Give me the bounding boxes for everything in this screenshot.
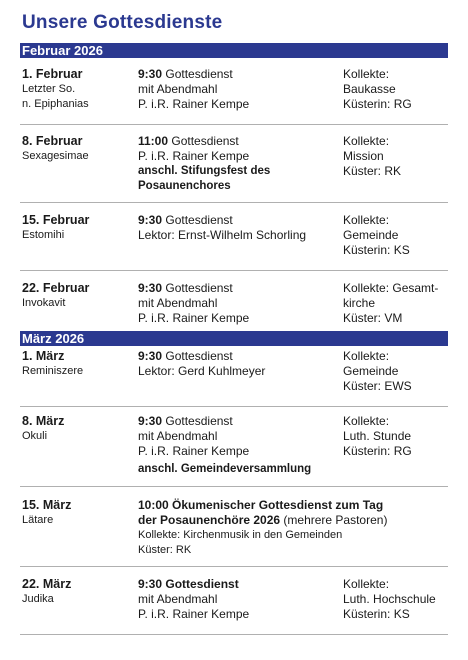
divider xyxy=(20,566,448,567)
divider xyxy=(20,486,448,487)
service-time: 9:30 xyxy=(138,577,163,591)
collection-column xyxy=(343,213,448,258)
service-line: P. i.R. Rainer Kempe xyxy=(138,149,250,163)
sexton: Küster: RK xyxy=(343,164,402,178)
collection-column xyxy=(343,67,448,112)
sexton: Küsterin: KS xyxy=(343,607,410,621)
collection-label: Kollekte: xyxy=(343,134,390,148)
service-date: 15. Februar xyxy=(22,213,90,227)
date-column xyxy=(22,349,132,379)
service-date: 22. März xyxy=(22,577,72,591)
service-time: 9:30 xyxy=(138,213,163,227)
collection-column xyxy=(343,414,448,459)
service-type: Gottesdienst xyxy=(165,577,239,591)
date-column xyxy=(22,498,132,528)
page-title: Unsere Gottesdienste xyxy=(22,12,223,33)
occasion-line: Lätare xyxy=(22,514,54,526)
service-time: 9:30 xyxy=(138,414,163,428)
collection-value: Baukasse xyxy=(343,82,396,96)
sexton: Küsterin: RG xyxy=(343,97,412,111)
service-time: 9:30 xyxy=(138,349,163,363)
service-column-wide xyxy=(138,498,438,558)
collection-label: Kollekte: xyxy=(343,67,390,81)
service-type: Gottesdienst xyxy=(165,349,233,363)
sexton: Küster: VM xyxy=(343,311,403,325)
service-column xyxy=(138,281,338,326)
collection-column xyxy=(343,349,448,394)
service-column xyxy=(138,67,338,112)
service-type: Gottesdienst xyxy=(171,134,239,148)
collection-label: Kollekte: xyxy=(343,349,390,363)
occasion-line: Letzter So. xyxy=(22,83,76,95)
service-type: Gottesdienst xyxy=(165,414,233,428)
sexton: Küster: EWS xyxy=(343,379,412,393)
service-date: 1. Februar xyxy=(22,67,83,81)
service-column xyxy=(138,213,338,243)
month-header-february: Februar 2026 xyxy=(20,43,448,58)
service-column xyxy=(138,349,338,379)
collection-value: Luth. Stunde xyxy=(343,429,412,443)
service-line: mit Abendmahl xyxy=(138,82,218,96)
divider xyxy=(20,202,448,203)
collection-label: Kollekte: Gesamt- xyxy=(343,281,439,295)
date-column xyxy=(22,134,132,164)
collection-column xyxy=(343,134,448,179)
occasion-line: Reminiszere xyxy=(22,365,84,377)
service-line: P. i.R. Rainer Kempe xyxy=(138,97,250,111)
service-line: Lektor: Gerd Kuhlmeyer xyxy=(138,364,266,378)
divider xyxy=(20,634,448,635)
occasion-line: Judika xyxy=(22,593,54,605)
collection-column xyxy=(343,281,448,326)
service-date: 22. Februar xyxy=(22,281,90,295)
service-type: Gottesdienst xyxy=(165,213,233,227)
collection-value: Mission xyxy=(343,149,384,163)
service-date: 1. März xyxy=(22,349,65,363)
service-column xyxy=(138,134,338,194)
service-column xyxy=(138,577,338,622)
service-date: 8. Februar xyxy=(22,134,83,148)
service-time: 11:00 xyxy=(138,134,169,148)
service-headline: 10:00 Ökumenischer Gottesdienst zum Tag xyxy=(138,498,384,512)
occasion-line: Estomihi xyxy=(22,229,65,241)
date-column xyxy=(22,281,132,311)
service-line: P. i.R. Rainer Kempe xyxy=(138,444,250,458)
date-column xyxy=(22,67,132,112)
service-time: 9:30 xyxy=(138,67,163,81)
service-date: 15. März xyxy=(22,498,72,512)
service-line: P. i.R. Rainer Kempe xyxy=(138,607,250,621)
service-column xyxy=(138,414,338,477)
divider xyxy=(20,124,448,125)
service-line: mit Abendmahl xyxy=(138,296,218,310)
divider xyxy=(20,406,448,407)
date-column xyxy=(22,213,132,243)
service-line: mit Abendmahl xyxy=(138,429,218,443)
date-column xyxy=(22,414,132,444)
collection-label: Kollekte: xyxy=(343,213,390,227)
collection-value: Gemeinde xyxy=(343,364,399,378)
service-time: 9:30 xyxy=(138,281,163,295)
collection-value: Luth. Hochschule xyxy=(343,592,436,606)
sexton: Küster: RK xyxy=(138,544,192,556)
service-headline-rest: (mehrere Pastoren) xyxy=(280,513,388,527)
service-type: Gottesdienst xyxy=(165,281,233,295)
collection-label: Kollekte: xyxy=(343,577,390,591)
service-date: 8. März xyxy=(22,414,65,428)
collection-value: Gemeinde xyxy=(343,228,399,242)
collection-label: Kollekte: xyxy=(343,414,390,428)
service-note: Posaunenchores xyxy=(138,180,231,192)
divider xyxy=(20,270,448,271)
service-note: anschl. Gemeindeversammlung xyxy=(138,463,312,475)
service-type: Gottesdienst xyxy=(165,67,233,81)
service-note: anschl. Stifungsfest des xyxy=(138,165,271,177)
collection-column xyxy=(343,577,448,622)
service-line: mit Abendmahl xyxy=(138,592,218,606)
occasion-line: Sexagesimae xyxy=(22,150,89,162)
sexton: Küsterin: KS xyxy=(343,243,410,257)
service-headline-bold: der Posaunenchöre 2026 xyxy=(138,513,281,527)
collection-value: kirche xyxy=(343,296,376,310)
occasion-line: Invokavit xyxy=(22,297,66,309)
collection-inline: Kollekte: Kirchenmusik in den Gemeinden xyxy=(138,529,343,541)
occasion-line: Okuli xyxy=(22,430,48,442)
month-header-march: März 2026 xyxy=(20,331,448,346)
service-line: P. i.R. Rainer Kempe xyxy=(138,311,250,325)
occasion-line: n. Epiphanias xyxy=(22,98,89,110)
service-line: Lektor: Ernst-Wilhelm Schorling xyxy=(138,228,307,242)
sexton: Küsterin: RG xyxy=(343,444,412,458)
date-column xyxy=(22,577,132,607)
